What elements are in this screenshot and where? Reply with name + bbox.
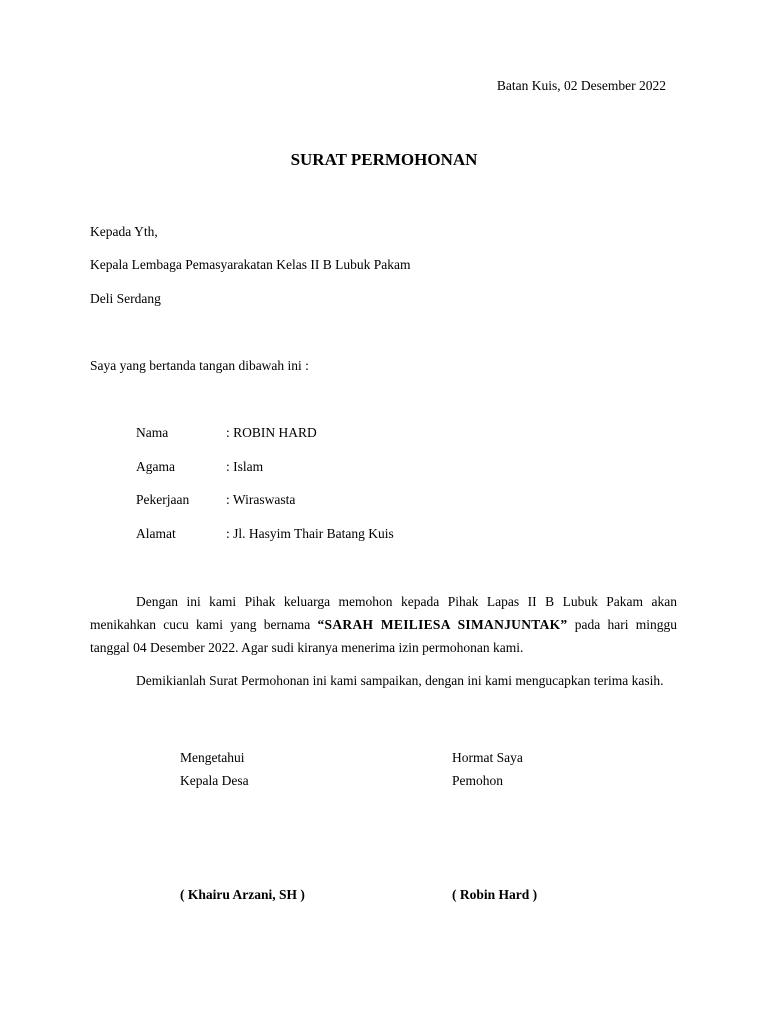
- identity-value: : ROBIN HARD: [226, 425, 317, 440]
- identity-value: : Islam: [226, 459, 264, 474]
- letter-title: SURAT PERMOHONAN: [290, 150, 478, 169]
- left-signature-line1: Mengetahui: [180, 750, 245, 765]
- identity-label: Pekerjaan: [136, 492, 190, 507]
- recipient-salutation: Kepada Yth,: [90, 224, 158, 239]
- place-date: Batan Kuis, 02 Desember 2022: [496, 78, 666, 93]
- request-paragraph: [90, 590, 677, 659]
- left-signatory-name: ( Khairu Arzani, SH ): [180, 887, 305, 902]
- recipient-institution: Kepala Lembaga Pemasyarakatan Kelas II B Lubuk Pakam: [90, 257, 411, 272]
- identity-label: Agama: [136, 459, 175, 474]
- intro-text: Saya yang bertanda tangan dibawah ini :: [90, 358, 309, 373]
- request-text-end: pada hari minggu tanggal 04 Desember 2022. Agar sudi kiranya menerima izin permohonan kami.: [90, 617, 677, 655]
- identity-label: Alamat: [136, 526, 176, 541]
- closing-paragraph: Demikianlah Surat Permohonan ini kami sampaikan, dengan ini kami mengucapkan terima kasih.: [136, 673, 664, 688]
- grandchild-name: “SARAH MEILIESA SIMANJUNTAK”: [317, 617, 568, 632]
- left-signature-line2: Kepala Desa: [180, 773, 249, 788]
- right-signatory-name: ( Robin Hard ): [452, 887, 538, 902]
- right-signature-line2: Pemohon: [452, 773, 504, 788]
- right-signature-line1: Hormat Saya: [452, 750, 523, 765]
- identity-value: : Jl. Hasyim Thair Batang Kuis: [226, 526, 394, 541]
- recipient-location: Deli Serdang: [90, 291, 161, 306]
- identity-label: Nama: [136, 425, 169, 440]
- identity-value: : Wiraswasta: [226, 492, 296, 507]
- request-text-start: Dengan ini kami Pihak keluarga memohon kepada Pihak Lapas II B Lubuk Pakam akan menikahkan cucu kami yang bernama: [90, 594, 677, 632]
